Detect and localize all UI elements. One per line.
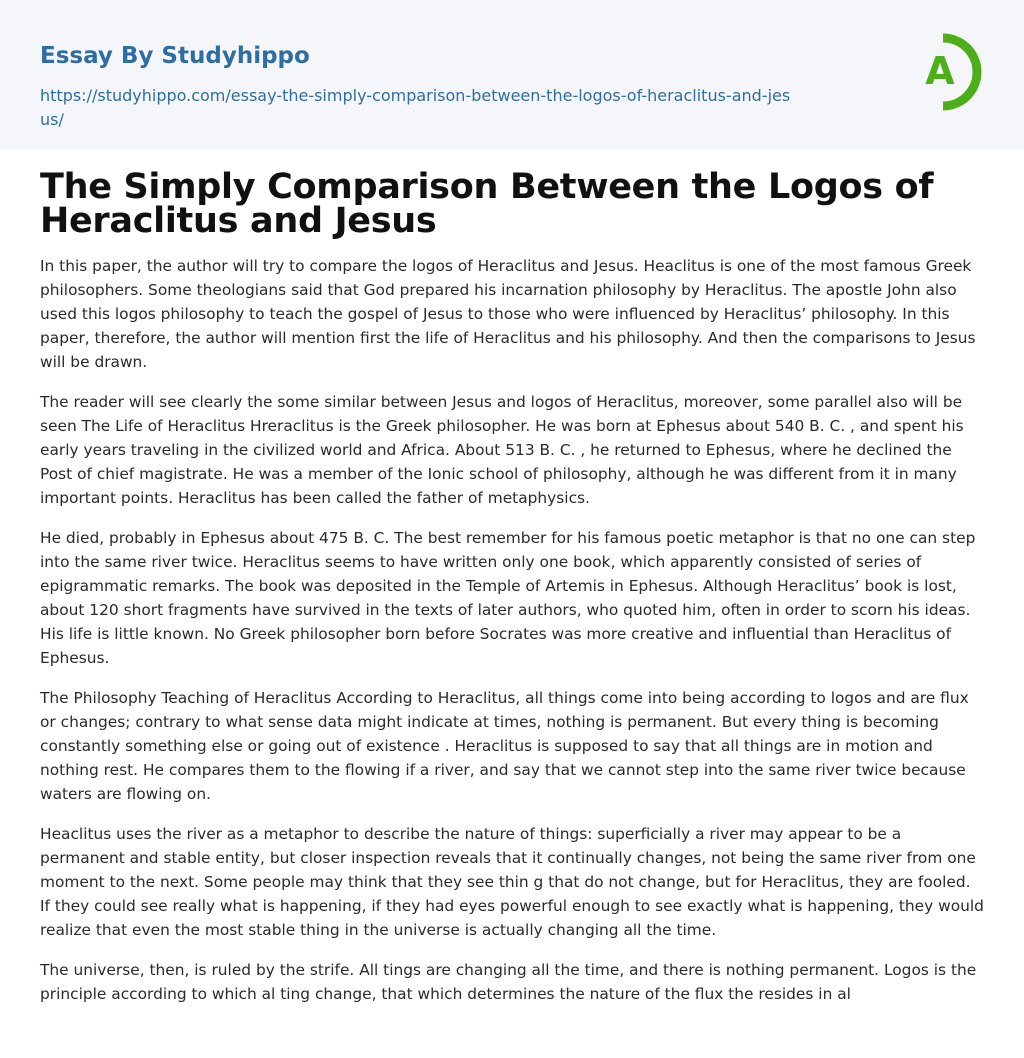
- site-brand[interactable]: Essay By Studyhippo: [40, 43, 310, 69]
- article-paragraph: The Philosophy Teaching of Heraclitus According to Heraclitus, all things come into being according to logos and are flux or changes; contrary to what sense data might indicate at times, nothing is permanent. But every thing is becoming constantly something else or going out of existence . Heraclitus is supposed to say that all things are in motion and nothing rest. He compares them to the flowing if a river, and say that we cannot step into the same river twice because waters are flowing on.: [40, 689, 969, 803]
- article-paragraph: Heaclitus uses the river as a metaphor to describe the nature of things: superficially a river may appear to be a permanent and stable entity, but closer inspection reveals that it continually changes, not being the same river from one moment to the next. Some people may think that they see thin g that do not change, but for Heraclitus, they are fooled. If they could see really what is happening, if they had eyes powerful enough to see exactly what is happening, they would realize that even the most stable thing in the universe is actually changing all the time.: [40, 825, 984, 939]
- site-header: [0, 0, 1024, 150]
- logo-letter: A: [925, 49, 955, 93]
- article-paragraph: The universe, then, is ruled by the strife. All tings are changing all the time, and there is nothing permanent. Logos is the principle according to which al ting change, that which determines the nature of the flux the resides in al: [40, 961, 977, 1003]
- article-paragraph: The reader will see clearly the some similar between Jesus and logos of Heraclitus, moreover, some parallel also will be seen The Life of Heraclitus Hreraclitus is the Greek philosopher. He was born at Ephesus about 540 B. C. , and spent his early years traveling in the civilized world and Africa. About 513 B. C. , he returned to Ephesus, where he declined the Post of chief magistrate. He was a member of the Ionic school of philosophy, although he was different from it in many important points. Heraclitus has been called the father of metaphysics.: [40, 393, 964, 507]
- studyhippo-logo-icon[interactable]: [912, 29, 986, 115]
- article-paragraph: He died, probably in Ephesus about 475 B. C. The best remember for his famous poetic metaphor is that no one can step into the same river twice. Heraclitus seems to have written only one book, which apparently consisted of series of epigrammatic remarks. The book was deposited in the Temple of Artemis in Ephesus. Although Heraclitus’ book is lost, about 120 short fragments have survived in the texts of later authors, who quoted him, often in order to scorn his ideas. His life is little known. No Greek philosopher born before Socrates was more creative and influential than Heraclitus of Ephesus.: [40, 529, 976, 667]
- article-url-link[interactable]: https://studyhippo.com/essay-the-simply-comparison-between-the-logos-of-heraclitus-and-jesus/: [40, 86, 791, 129]
- article-body: [0, 150, 1024, 1006]
- article-title: The Simply Comparison Between the Logos of Heraclitus and Jesus: [40, 167, 934, 241]
- article-paragraph: In this paper, the author will try to compare the logos of Heraclitus and Jesus. Heaclitus is one of the most famous Greek philosophers. Some theologians said that God prepared his incarnation philosophy by Heraclitus. The apostle John also used this logos philosophy to teach the gospel of Jesus to those who were influenced by Heraclitus’ philosophy. In this paper, therefore, the author will mention first the life of Heraclitus and his philosophy. And then the comparisons to Jesus will be drawn.: [40, 257, 976, 371]
